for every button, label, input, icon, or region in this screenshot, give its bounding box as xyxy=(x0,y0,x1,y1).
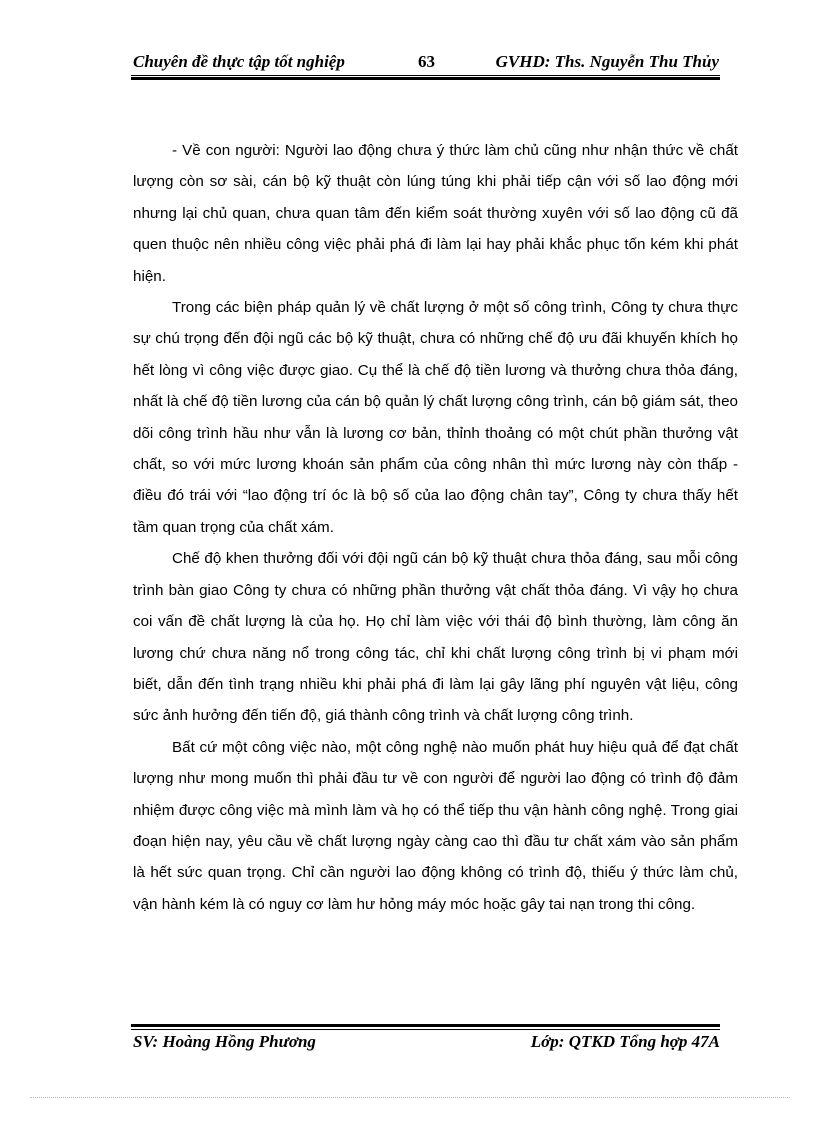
header-rule-thick xyxy=(131,77,720,80)
header-supervisor: GVHD: Ths. Nguyễn Thu Thủy xyxy=(495,52,719,71)
page-bottom-border xyxy=(30,1097,790,1098)
body-text xyxy=(133,135,738,920)
footer-class: Lớp: QTKD Tổng hợp 47A xyxy=(530,1032,720,1051)
paragraph: Chế độ khen thưởng đối với đội ngũ cán bộ kỹ thuật chưa thỏa đáng, sau mỗi công trình bàn giao Công ty chưa có những phần thưởng vật chất thỏa đáng. Vì vậy họ chưa coi vấn đề chất lượng là của họ. Họ chỉ làm việc với thái độ bình thường, làm công ăn lương chứ chưa năng nổ trong công tác, chỉ khi chất lượng công trình bị vi phạm mới biết, dẫn đến tình trạng nhiều khi phải phá đi làm lại gây lãng phí nguyên vật liệu, công sức ảnh hưởng đến tiến độ, giá thành công trình và chất lượng công trình. xyxy=(133,550,738,725)
footer-student: SV: Hoàng Hồng Phương xyxy=(133,1032,316,1051)
header-rule xyxy=(131,75,720,76)
page-header xyxy=(131,48,719,74)
paragraph: Bất cứ một công việc nào, một công nghệ nào muốn phát huy hiệu quả để đạt chất lượng như mong muốn thì phải đầu tư về con người để người lao động có trình độ đảm nhiệm được công việc mà mình làm và họ có thể tiếp thu vận hành công nghệ. Trong giai đoạn hiện nay, yêu cầu về chất lượng ngày càng cao thì đầu tư chất xám vào sản phẩm là hết sức quan trọng. Chỉ cần người lao động không có trình độ, thiếu ý thức làm chủ, vận hành kém là có nguy cơ làm hư hỏng máy móc hoặc gây tai nạn trong thi công. xyxy=(133,738,738,913)
paragraph: - Về con người: Người lao động chưa ý thức làm chủ cũng như nhận thức về chất lượng còn sơ sài, cán bộ kỹ thuật còn lúng túng khi phải tiếp cận với số lao động mới nhưng lại chủ quan, chưa quan tâm đến kiểm soát thường xuyên với số lao động cũ đã quen thuộc nên nhiều công việc phải phá đi làm lại hay phải khắc phục tốn kém khi phát hiện. xyxy=(133,142,738,285)
page-number: 63 xyxy=(418,52,435,71)
header-course-title: Chuyên đề thực tập tốt nghiệp xyxy=(133,52,345,71)
paragraph: Trong các biện pháp quản lý về chất lượng ở một số công trình, Công ty chưa thực sự chú trọng đến đội ngũ các bộ kỹ thuật, chưa có những chế độ ưu đãi khuyến khích họ hết lòng vì công việc được giao. Cụ thể là chế độ tiền lương và thưởng chưa thỏa đáng, nhất là chế độ tiền lương của cán bộ quản lý chất lượng công trình, cán bộ giám sát, theo dõi công trình hầu như vẫn là lương cơ bản, thỉnh thoảng có một chút phần thưởng vật chất, so với mức lương khoán sản phẩm của công nhân thì mức lương này còn thấp - điều đó trái với “lao động trí óc là bộ số của lao động chân tay”, Công ty chưa thấy hết tầm quan trọng của chất xám. xyxy=(133,299,738,536)
page-footer xyxy=(131,1030,720,1054)
footer-rule-thick xyxy=(131,1024,720,1027)
